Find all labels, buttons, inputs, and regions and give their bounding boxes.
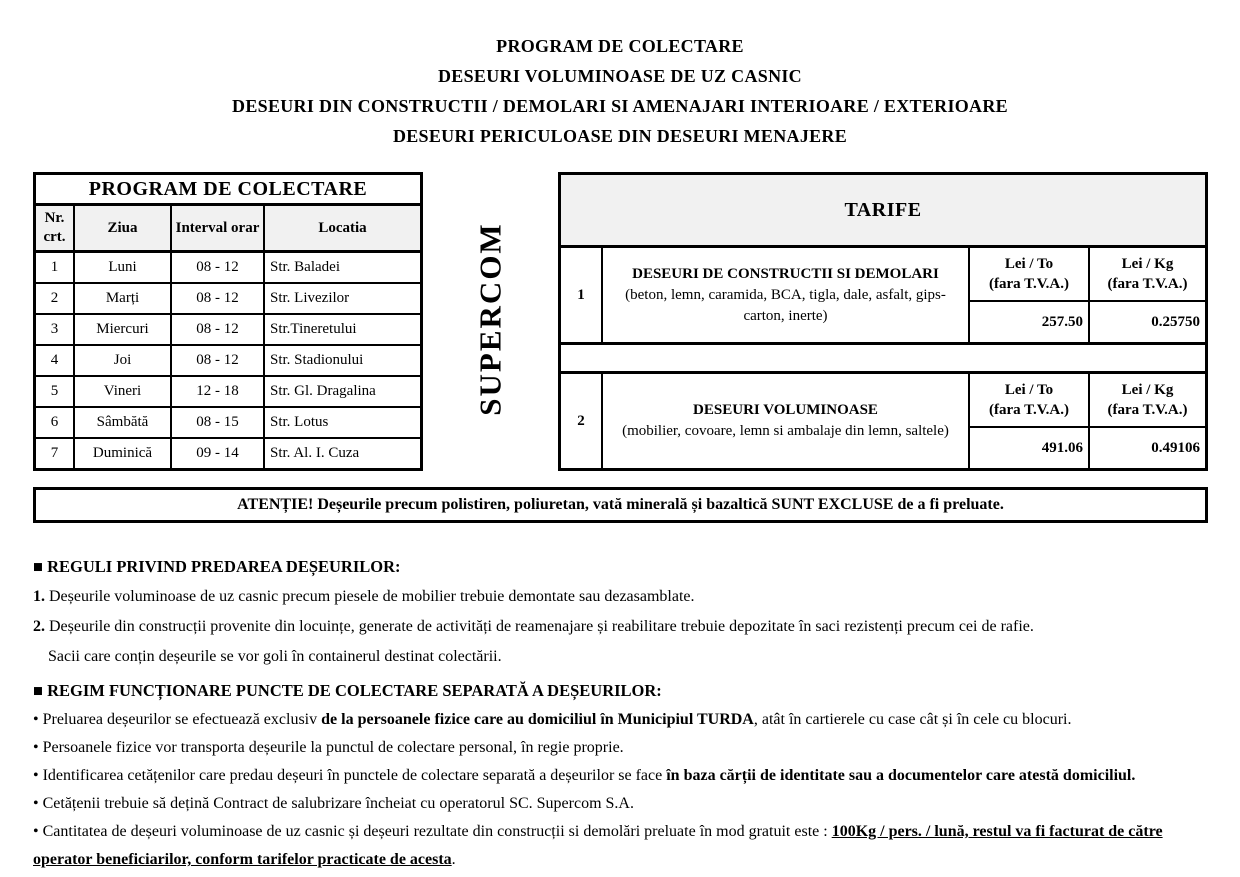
schedule-cell-interval: 08 - 15 (170, 408, 263, 437)
title-line-3: DESEURI DIN CONSTRUCTII / DEMOLARI SI AMENAJARI INTERIOARE / EXTERIOARE (232, 96, 1008, 116)
rule-item: • Cetățenii trebuie să dețină Contract de salubrizare încheiat cu operatorul SC. Supercom S.A. (33, 795, 634, 812)
schedule-cell-nr: 6 (50, 414, 59, 430)
schedule-cell-nr: 3 (50, 321, 59, 337)
schedule-cell-day: Marți (73, 284, 170, 313)
schedule-row (36, 253, 420, 282)
schedule-cell-location: Str. Baladei (263, 253, 420, 282)
schedule-cell-location: Str. Livezilor (263, 284, 420, 313)
rules-list (33, 706, 1211, 874)
price-vat-note: (fara T.V.A.) (1107, 402, 1188, 418)
schedule-cell-nr: 2 (50, 290, 59, 306)
price-unit-label: Lei / Kg (1121, 256, 1174, 272)
schedule-cell-location: Str. Al. I. Cuza (263, 439, 420, 468)
tariffs-body (561, 248, 1205, 468)
price-per-ton-value: 257.50 (970, 300, 1088, 342)
operator-name-label: SUPERCOM (472, 222, 508, 416)
schedule-row (36, 406, 420, 437)
tariffs-table-title: TARIFE (561, 175, 1205, 248)
rules-list (33, 582, 1211, 672)
tariff-price-per-kg (1088, 374, 1205, 468)
rules-section-heading: ■ REGIM FUNCȚIONARE PUNCTE DE COLECTARE SEPARATĂ A DEȘEURILOR: (33, 681, 662, 700)
schedule-body (36, 253, 420, 468)
schedule-row (36, 282, 420, 313)
price-per-ton-header (970, 374, 1088, 426)
schedule-cell-location: Str. Stadionului (263, 346, 420, 375)
price-unit-label: Lei / To (1004, 382, 1054, 398)
schedule-cell-interval: 08 - 12 (170, 315, 263, 344)
tariff-price-per-ton (968, 248, 1088, 342)
schedule-header-day: Ziua (73, 206, 170, 250)
rules-section-collection-points (33, 676, 1211, 874)
schedule-header-location: Locatia (263, 206, 420, 250)
price-per-ton-header (970, 248, 1088, 300)
tariff-detail: (mobilier, covoare, lemn si ambalaje din lemn, saltele) (622, 423, 949, 439)
rule-item: • Identificarea cetățenilor care predau deșeuri în punctele de colectare separată a deșeurilor se face în baza cărții de identitate sau a documentelor care atestă domiciliul. (33, 767, 1136, 784)
price-unit-label: Lei / Kg (1121, 382, 1174, 398)
tariff-detail: (beton, lemn, caramida, BCA, tigla, dale, asfalt, gips-carton, inerte) (625, 286, 946, 324)
schedule-cell-day: Duminică (73, 439, 170, 468)
tariff-row-number: 2 (577, 412, 585, 429)
price-unit-label: Lei / To (1004, 256, 1054, 272)
schedule-cell-nr: 5 (50, 383, 59, 399)
title-line-1: PROGRAM DE COLECTARE (496, 36, 744, 56)
schedule-cell-day: Luni (73, 253, 170, 282)
price-vat-note: (fara T.V.A.) (989, 402, 1069, 418)
schedule-cell-nr: 1 (50, 259, 59, 275)
rule-item: • Cantitatea de deșeuri voluminoase de uz casnic și deșeuri rezultate din construcții si demolări preluate în mod gratuit este : 100Kg / pers. / lună, restul va fi facturat de către operator beneficiarilor, conform tarifelor practicate de acesta. (33, 823, 1163, 868)
tariff-price-per-ton (968, 374, 1088, 468)
price-vat-note: (fara T.V.A.) (989, 276, 1069, 292)
schedule-row (36, 344, 420, 375)
schedule-cell-interval: 08 - 12 (170, 346, 263, 375)
rules-section-heading: ■ REGULI PRIVIND PREDAREA DEȘEURILOR: (33, 557, 401, 576)
schedule-cell-interval: 09 - 14 (170, 439, 263, 468)
price-per-ton-value: 491.06 (970, 426, 1088, 468)
schedule-table (33, 172, 423, 471)
title-line-2: DESEURI VOLUMINOASE DE UZ CASNIC (438, 66, 802, 86)
schedule-row (36, 375, 420, 406)
price-per-kg-header (1090, 248, 1205, 300)
schedule-cell-interval: 08 - 12 (170, 284, 263, 313)
rule-item: Sacii care conțin deșeurile se vor goli în containerul destinat colectării. (48, 648, 502, 665)
price-vat-note: (fara T.V.A.) (1107, 276, 1188, 292)
schedule-cell-location: Str. Gl. Dragalina (263, 377, 420, 406)
tariff-name: DESEURI VOLUMINOASE (693, 402, 878, 418)
schedule-header-nr: Nr. crt. (43, 210, 66, 245)
rule-item: 2. Deșeurile din construcții provenite din locuințe, generate de activități de reamenajare și reabilitare trebuie depozitate în saci rezistenți precum cei de rafie. (33, 618, 1034, 635)
schedule-header-row (36, 206, 420, 253)
warning-banner: ATENȚIE! Deșeurile precum polistiren, poliuretan, vată minerală și bazaltică SUNT EXCLUSE de a fi preluate. (33, 487, 1208, 523)
price-per-kg-value: 0.49106 (1090, 426, 1205, 468)
rule-item: • Persoanele fizice vor transporta deșeurile la punctul de colectare personal, în regie proprie. (33, 739, 624, 756)
tariff-row (561, 371, 1205, 468)
rule-item: • Preluarea deșeurilor se efectuează exclusiv de la persoanele fizice care au domiciliul în Municipiul TURDA, atât în cartierele cu case cât și în cele cu blocuri. (33, 711, 1072, 728)
schedule-cell-day: Miercuri (73, 315, 170, 344)
operator-name-vertical (423, 172, 558, 466)
rules-section-handover (33, 552, 1211, 672)
price-per-kg-header (1090, 374, 1205, 426)
tariff-row (561, 248, 1205, 345)
schedule-cell-location: Str.Tineretului (263, 315, 420, 344)
schedule-table-title: PROGRAM DE COLECTARE (36, 175, 420, 206)
tariff-description (601, 374, 968, 468)
tariffs-table (558, 172, 1208, 471)
price-per-kg-value: 0.25750 (1090, 300, 1205, 342)
schedule-cell-day: Joi (73, 346, 170, 375)
schedule-row (36, 313, 420, 344)
rule-item: 1. Deșeurile voluminoase de uz casnic precum piesele de mobilier trebuie demontate sau dezasamblate. (33, 588, 695, 605)
document-title (0, 31, 1240, 151)
schedule-cell-location: Str. Lotus (263, 408, 420, 437)
tariff-description (601, 248, 968, 342)
schedule-row (36, 437, 420, 468)
schedule-cell-interval: 08 - 12 (170, 253, 263, 282)
tariff-row-number: 1 (577, 286, 585, 303)
tariff-name: DESEURI DE CONSTRUCTII SI DEMOLARI (632, 265, 939, 282)
schedule-header-interval: Interval orar (170, 206, 263, 250)
schedule-cell-nr: 4 (50, 352, 59, 368)
rules-text-block (33, 542, 1211, 874)
title-line-4: DESEURI PERICULOASE DIN DESEURI MENAJERE (392, 126, 848, 146)
schedule-cell-day: Vineri (73, 377, 170, 406)
schedule-cell-interval: 12 - 18 (170, 377, 263, 406)
tariff-price-per-kg (1088, 248, 1205, 342)
schedule-cell-day: Sâmbătă (73, 408, 170, 437)
schedule-cell-nr: 7 (50, 445, 59, 461)
